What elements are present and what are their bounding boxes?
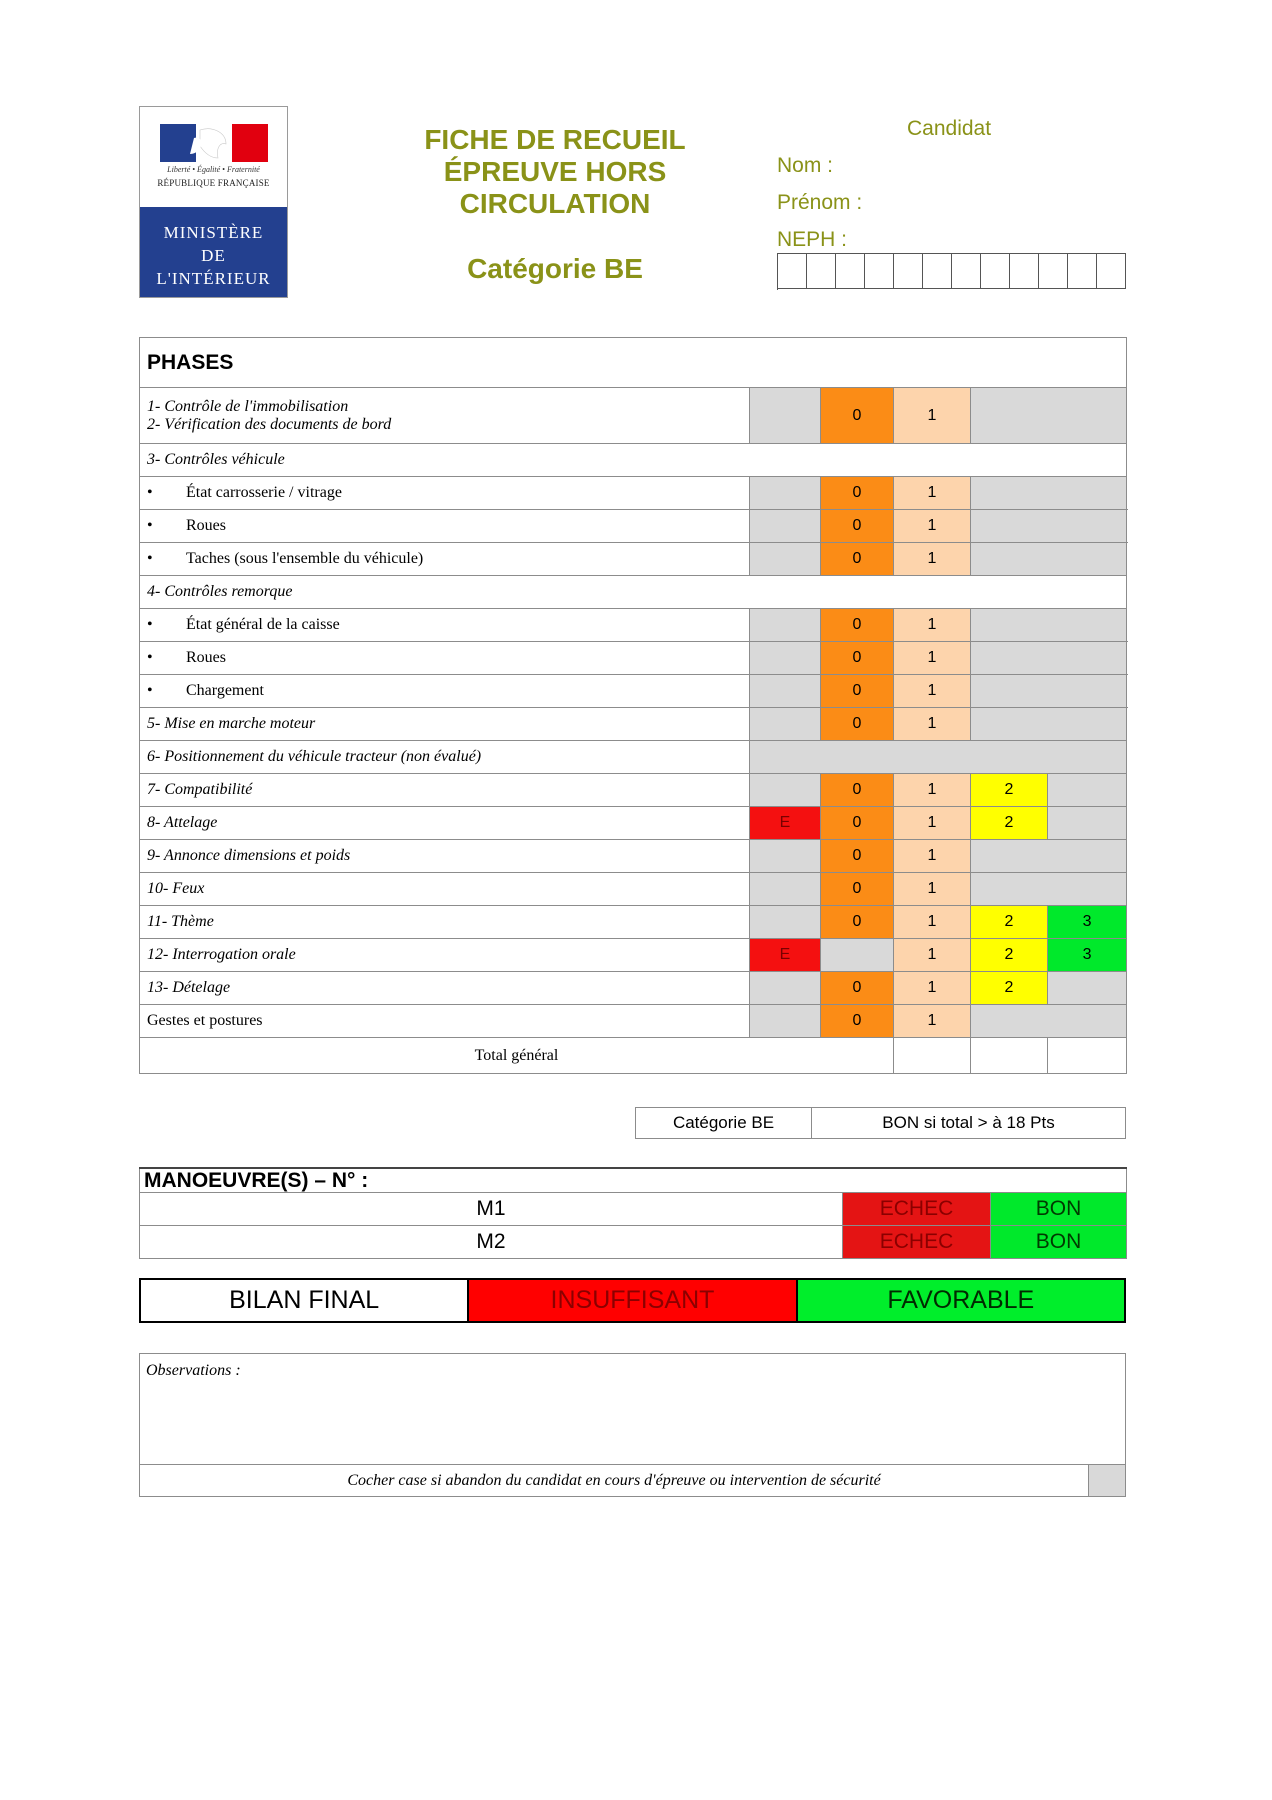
logo-ministry-band <box>140 207 287 297</box>
phase-label: 7- Compatibilité <box>140 774 750 807</box>
prenom-field[interactable]: Prénom : <box>777 191 863 214</box>
phase-section-label: 3- Contrôles véhicule <box>140 444 1127 477</box>
phase-row <box>140 840 1127 873</box>
phase-row <box>140 1005 1127 1038</box>
manoeuvres-heading: MANOEUVRE(S) – N° : <box>140 1168 1127 1193</box>
logo-ministry-line: L'INTÉRIEUR <box>156 269 271 288</box>
score-cell-3[interactable]: 3 <box>1048 939 1127 972</box>
manoeuvre-label: M2 <box>140 1226 843 1259</box>
phase-section-label: 4- Contrôles remorque <box>140 576 1127 609</box>
bilan-insuffisant-cell[interactable]: INSUFFISANT <box>469 1280 797 1321</box>
phase-row <box>140 774 1127 807</box>
abandon-checkbox[interactable] <box>1088 1465 1125 1496</box>
manoeuvres-table <box>139 1167 1127 1259</box>
phase-label: • Taches (sous l'ensemble du véhicule) <box>140 543 750 576</box>
score-cell-empty <box>750 388 821 444</box>
score-cell-1[interactable]: 1 <box>894 774 971 807</box>
bullet-icon: • <box>147 517 153 534</box>
rule-threshold: BON si total > à 18 Pts <box>882 1113 1055 1132</box>
score-cell-0[interactable]: 0 <box>821 1005 894 1038</box>
bilan-final-label: BILAN FINAL <box>141 1280 469 1321</box>
score-cell-1[interactable]: 1 <box>894 477 971 510</box>
bullet-icon: • <box>147 682 153 699</box>
bullet-icon: • <box>147 616 153 633</box>
nom-field[interactable]: Nom : <box>777 154 834 177</box>
score-cell-empty <box>750 840 821 873</box>
score-cell-1[interactable]: 1 <box>894 840 971 873</box>
score-cell-empty <box>750 972 821 1005</box>
neph-input-boxes[interactable] <box>777 253 1126 290</box>
score-cell-1[interactable]: 1 <box>894 510 971 543</box>
score-cell-1[interactable]: 1 <box>894 675 971 708</box>
score-cell-0[interactable]: 0 <box>821 477 894 510</box>
score-cell-empty <box>971 642 1127 675</box>
neph-digit-box[interactable] <box>894 253 923 289</box>
logo-ministry-line: DE <box>201 246 226 265</box>
manoeuvre-echec-cell[interactable]: ECHEC <box>843 1226 991 1259</box>
score-cell-empty <box>971 840 1127 873</box>
total-cell[interactable] <box>1048 1038 1127 1074</box>
phase-row <box>140 543 1127 576</box>
phase-row <box>140 741 1127 774</box>
score-cell-1[interactable]: 1 <box>894 543 971 576</box>
score-cell-e[interactable]: E <box>750 939 821 972</box>
phase-label: 10- Feux <box>140 873 750 906</box>
score-cell-0[interactable]: 0 <box>821 840 894 873</box>
score-cell-1[interactable]: 1 <box>894 642 971 675</box>
phase-label: 1- Contrôle de l'immobilisation 2- Vérification des documents de bord <box>140 388 750 444</box>
neph-digit-box[interactable] <box>836 253 865 289</box>
manoeuvre-row <box>140 1226 1127 1259</box>
score-cell-empty <box>750 906 821 939</box>
score-cell-empty <box>971 675 1127 708</box>
phase-row <box>140 939 1127 972</box>
score-cell-empty <box>971 510 1127 543</box>
phase-label: • Roues <box>140 510 750 543</box>
score-cell-1[interactable]: 1 <box>894 609 971 642</box>
manoeuvre-row <box>140 1193 1127 1226</box>
neph-digit-box[interactable] <box>1010 253 1039 289</box>
score-cell-1[interactable]: 1 <box>894 1005 971 1038</box>
manoeuvre-bon-cell[interactable]: BON <box>991 1226 1127 1259</box>
score-cell-0[interactable]: 0 <box>821 642 894 675</box>
manoeuvre-label: M1 <box>140 1193 843 1226</box>
ministry-logo <box>139 106 288 298</box>
score-cell-0[interactable]: 0 <box>821 543 894 576</box>
score-cell-empty <box>750 708 821 741</box>
phase-row <box>140 675 1127 708</box>
score-cell-empty <box>971 708 1127 741</box>
abandon-row <box>140 1464 1125 1496</box>
phases-header-row <box>140 338 1127 388</box>
score-cell-empty <box>750 477 821 510</box>
score-cell-empty <box>750 774 821 807</box>
neph-digit-box[interactable] <box>923 253 952 289</box>
score-cell-0[interactable]: 0 <box>821 873 894 906</box>
score-cell-1[interactable]: 1 <box>894 939 971 972</box>
form-title-line: CIRCULATION <box>459 188 651 219</box>
score-cell-empty <box>750 543 821 576</box>
score-cell-empty <box>750 609 821 642</box>
bullet-icon: • <box>147 649 153 666</box>
phase-section-row <box>140 444 1127 477</box>
phase-section-row <box>140 576 1127 609</box>
score-cell-empty <box>971 609 1127 642</box>
neph-digit-box[interactable] <box>981 253 1010 289</box>
neph-digit-box[interactable] <box>1097 253 1126 289</box>
phase-label: 9- Annonce dimensions et poids <box>140 840 750 873</box>
form-title-line: ÉPREUVE HORS <box>443 156 667 187</box>
phase-row <box>140 873 1127 906</box>
phase-label: • État général de la caisse <box>140 609 750 642</box>
logo-motto: Liberté • Égalité • Fraternité <box>167 165 260 174</box>
phase-row <box>140 807 1127 840</box>
score-cell-empty <box>750 510 821 543</box>
phases-heading: PHASES <box>140 338 1127 388</box>
phase-row <box>140 609 1127 642</box>
observations-box[interactable] <box>139 1353 1126 1497</box>
total-row <box>140 1038 1127 1074</box>
neph-digit-box[interactable] <box>865 253 894 289</box>
score-cell-2[interactable]: 2 <box>971 906 1048 939</box>
score-cell-0[interactable]: 0 <box>821 675 894 708</box>
phase-row <box>140 388 1127 444</box>
candidate-heading: Candidat <box>907 117 992 140</box>
score-cell-0[interactable]: 0 <box>821 609 894 642</box>
total-cell[interactable] <box>894 1038 971 1074</box>
category-title: Catégorie BE <box>467 253 643 284</box>
neph-digit-box[interactable] <box>1039 253 1068 289</box>
neph-digit-box[interactable] <box>1068 253 1097 289</box>
phase-row <box>140 906 1127 939</box>
total-label: Total général <box>140 1038 894 1074</box>
score-cell-0[interactable]: 0 <box>821 906 894 939</box>
phase-label: 11- Thème <box>140 906 750 939</box>
neph-digit-box[interactable] <box>952 253 981 289</box>
score-cell-0[interactable]: 0 <box>821 388 894 444</box>
phase-row <box>140 972 1127 1005</box>
neph-digit-box[interactable] <box>778 253 807 289</box>
phase-label: • Roues <box>140 642 750 675</box>
bilan-favorable-cell[interactable]: FAVORABLE <box>798 1280 1124 1321</box>
score-cell-0[interactable]: 0 <box>821 708 894 741</box>
manoeuvre-echec-cell[interactable]: ECHEC <box>843 1193 991 1226</box>
bullet-icon: • <box>147 550 153 567</box>
score-cell-empty <box>971 477 1127 510</box>
score-cell-empty <box>971 1005 1127 1038</box>
phase-row <box>140 510 1127 543</box>
score-cell-empty <box>971 543 1127 576</box>
score-cell-empty <box>750 1005 821 1038</box>
score-cell-1[interactable]: 1 <box>894 873 971 906</box>
phase-label: 12- Interrogation orale <box>140 939 750 972</box>
form-title-line: FICHE DE RECUEIL <box>424 124 686 155</box>
score-cell-0[interactable]: 0 <box>821 972 894 1005</box>
final-assessment <box>139 1278 1126 1323</box>
score-cell-0[interactable]: 0 <box>821 807 894 840</box>
bullet-icon: • <box>147 484 153 501</box>
score-cell-1[interactable]: 1 <box>894 972 971 1005</box>
category-rule <box>635 1107 1126 1139</box>
logo-ministry-line: MINISTÈRE <box>163 223 264 242</box>
phase-row <box>140 477 1127 510</box>
total-cell[interactable] <box>971 1038 1048 1074</box>
observations-label: Observations : <box>146 1362 241 1379</box>
score-cell-empty <box>971 873 1127 906</box>
phase-label: • Chargement <box>140 675 750 708</box>
score-cell-0[interactable]: 0 <box>821 774 894 807</box>
abandon-note: Cocher case si abandon du candidat en cours d'épreuve ou intervention de sécurité <box>347 1471 881 1489</box>
score-cell-1[interactable]: 1 <box>894 388 971 444</box>
phase-label: 5- Mise en marche moteur <box>140 708 750 741</box>
neph-label: NEPH : <box>777 228 848 251</box>
phases-table <box>139 337 1127 1074</box>
score-cell-empty <box>750 873 821 906</box>
manoeuvre-bon-cell[interactable]: BON <box>991 1193 1127 1226</box>
score-cell-empty <box>1048 972 1127 1005</box>
phase-label: 13- Dételage <box>140 972 750 1005</box>
score-cell-2[interactable]: 2 <box>971 972 1048 1005</box>
form-title <box>395 124 715 220</box>
rule-category: Catégorie BE <box>636 1108 812 1138</box>
score-cell-empty <box>971 388 1127 444</box>
score-cell-empty <box>750 642 821 675</box>
score-cell-empty <box>750 741 1127 774</box>
phase-row <box>140 708 1127 741</box>
score-cell-2[interactable]: 2 <box>971 807 1048 840</box>
neph-digit-box[interactable] <box>807 253 836 289</box>
score-cell-0[interactable]: 0 <box>821 510 894 543</box>
score-cell-1[interactable]: 1 <box>894 708 971 741</box>
phase-label: • État carrosserie / vitrage <box>140 477 750 510</box>
score-cell-empty <box>1048 807 1127 840</box>
score-cell-empty <box>821 939 894 972</box>
score-cell-e[interactable]: E <box>750 807 821 840</box>
score-cell-2[interactable]: 2 <box>971 774 1048 807</box>
score-cell-empty <box>1048 774 1127 807</box>
logo-republique: RÉPUBLIQUE FRANÇAISE <box>157 178 270 188</box>
marianne-flag-icon <box>160 124 268 162</box>
score-cell-1[interactable]: 1 <box>894 807 971 840</box>
score-cell-1[interactable]: 1 <box>894 906 971 939</box>
phase-label: 6- Positionnement du véhicule tracteur (non évalué) <box>140 741 750 774</box>
manoeuvres-header-row <box>140 1168 1127 1193</box>
phase-label: Gestes et postures <box>140 1005 750 1038</box>
score-cell-2[interactable]: 2 <box>971 939 1048 972</box>
score-cell-empty <box>750 675 821 708</box>
phase-label: 8- Attelage <box>140 807 750 840</box>
phase-row <box>140 642 1127 675</box>
score-cell-3[interactable]: 3 <box>1048 906 1127 939</box>
